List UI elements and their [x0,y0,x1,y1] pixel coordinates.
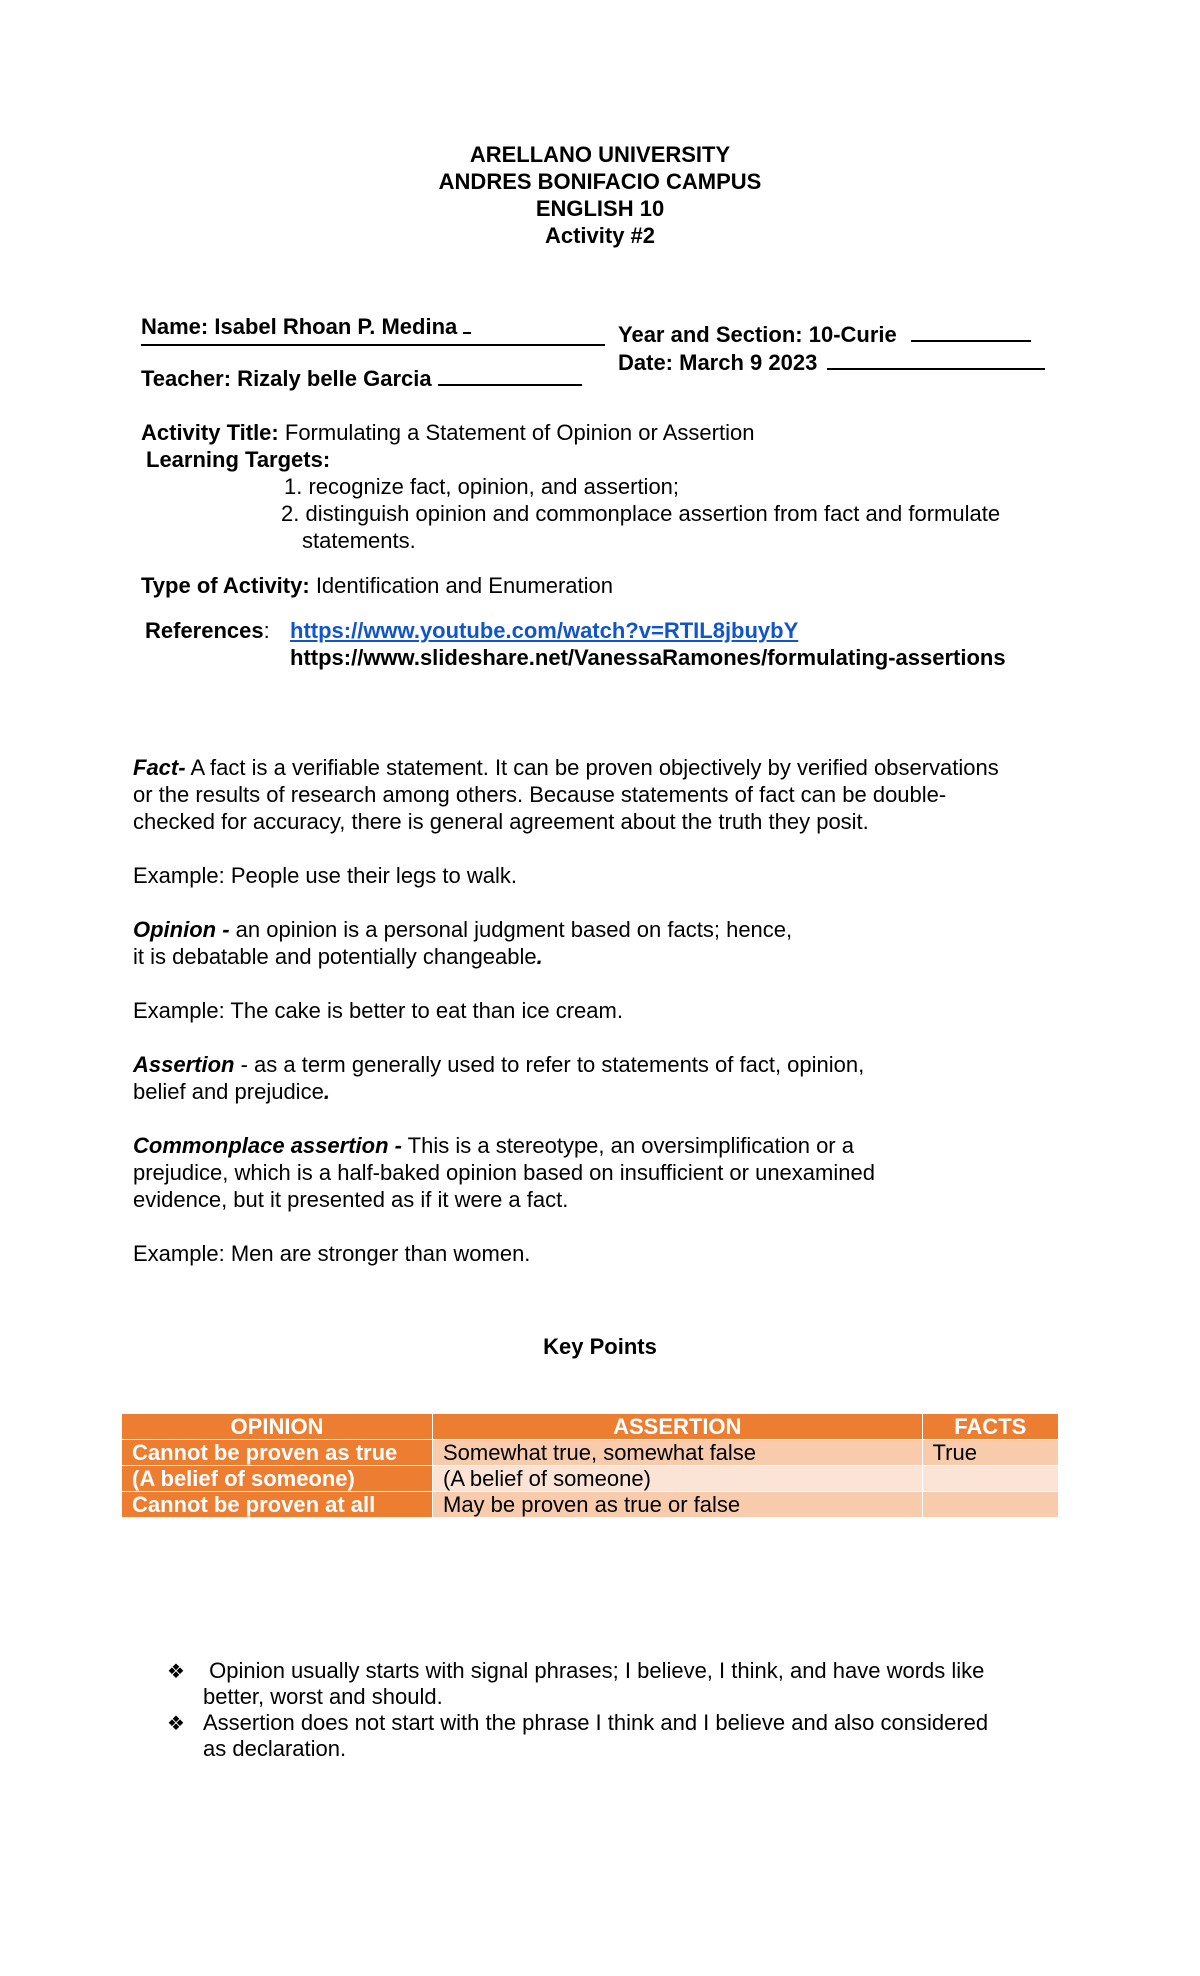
year-underline [911,322,1031,342]
activity-type-value: Identification and Enumeration [315,573,614,598]
bullet-item-1 [167,1658,984,1684]
opinion-term: Opinion - [133,917,230,942]
date-field [618,350,1045,376]
year-field [618,322,1031,348]
date-label: Date: March 9 2023 [618,350,818,375]
commonplace-term: Commonplace assertion - [133,1133,402,1158]
references-label-wrap: References: [145,618,270,643]
table-cell: Cannot be proven at all [122,1492,433,1518]
teacher-underline [438,366,582,386]
references-label: References [145,618,264,643]
opinion-text-1: an opinion is a personal judgment based on facts; hence, [229,917,793,942]
table-cell: May be proven as true or false [433,1492,923,1518]
bullet-item-2-cont: as declaration. [203,1736,347,1761]
year-label: Year and Section: 10-Curie [618,322,897,347]
diamond-bullet-icon: ❖ [167,1661,185,1683]
assertion-text-1: - as a term generally used to refer to statements of fact, opinion, [234,1052,865,1077]
teacher-field [141,366,582,392]
table-cell: (A belief of someone) [122,1466,433,1492]
bullet-item-2 [167,1710,988,1736]
table-cell [922,1466,1058,1492]
activity-number: Activity #2 [544,223,656,248]
header-facts: FACTS [922,1414,1058,1440]
name-line [141,344,605,346]
table-row [122,1466,1059,1492]
table-row [122,1492,1059,1518]
activity-title-label: Activity Title: [141,420,279,445]
fact-line-2: or the results of research among others. Because statements of fact can be double- [133,782,947,807]
header-opinion: OPINION [122,1414,433,1440]
assertion-line-2: belief and prejudice. [133,1079,330,1104]
name-field [141,314,471,340]
bullet-2-text: Assertion does not start with the phrase I think and I believe and also considered [203,1710,989,1735]
fact-term: Fact- [133,755,186,780]
commonplace-line-2: prejudice, which is a half-baked opinion based on insufficient or unexamined [133,1160,875,1185]
fact-example: Example: People use their legs to walk. [133,863,517,888]
assertion-line-1 [133,1051,864,1078]
commonplace-line-1 [133,1132,854,1159]
table-cell: True [922,1440,1058,1466]
assertion-term: Assertion [133,1052,235,1077]
commonplace-text-1: This is a stereotype, an oversimplification or a [401,1133,854,1158]
reference-slideshare: https://www.slideshare.net/VanessaRamones/formulating-assertions [290,645,1006,670]
opinion-text-2: it is debatable and potentially changeable [133,944,537,969]
course-name: ENGLISH 10 [535,196,665,221]
opinion-line-2: it is debatable and potentially changeable. [133,944,543,969]
assertion-text-2: belief and prejudice [133,1079,324,1104]
commonplace-line-3: evidence, but it presented as if it were a fact. [133,1187,569,1212]
header-assertion: ASSERTION [433,1414,923,1440]
table-header-row [122,1414,1059,1440]
key-points-table [121,1413,1059,1518]
reference-youtube-link[interactable]: https://www.youtube.com/watch?v=RTIL8jbuybY [290,618,799,643]
opinion-example: Example: The cake is better to eat than ice cream. [133,998,623,1023]
table-cell: (A belief of someone) [433,1466,923,1492]
fact-line-3: checked for accuracy, there is general agreement about the truth they posit. [133,809,869,834]
learning-target-1: 1. recognize fact, opinion, and assertion; [284,474,680,499]
commonplace-example: Example: Men are stronger than women. [133,1241,531,1266]
university-name: ARELLANO UNIVERSITY [469,142,731,167]
name-label: Name: Isabel Rhoan P. Medina [141,314,458,339]
fact-text-1: A fact is a verifiable statement. It can be proven objectively by verified observations [185,755,999,780]
table-cell: Cannot be proven as true [122,1440,433,1466]
table-row [122,1440,1059,1466]
diamond-bullet-icon: ❖ [167,1713,185,1735]
activity-type [141,573,613,599]
date-underline [827,350,1045,370]
bullet-1-text: Opinion usually starts with signal phrases; I believe, I think, and have words like [203,1658,985,1683]
activity-title-value: Formulating a Statement of Opinion or Assertion [284,420,755,445]
table-cell: Somewhat true, somewhat false [433,1440,923,1466]
learning-targets-heading: Learning Targets: [146,447,331,472]
activity-title [141,420,754,446]
fact-line-1 [133,754,999,781]
opinion-line-1 [133,916,792,943]
campus-name: ANDRES BONIFACIO CAMPUS [438,169,762,194]
teacher-label: Teacher: Rizaly belle Garcia [141,366,432,391]
learning-target-2: 2. distinguish opinion and commonplace assertion from fact and formulate [281,501,1001,526]
bullet-item-1-cont: better, worst and should. [203,1684,443,1709]
name-underline [463,314,471,334]
key-points-title: Key Points [543,1334,657,1359]
activity-type-label: Type of Activity: [141,573,310,598]
table-cell [922,1492,1058,1518]
learning-target-2-cont: statements. [302,528,416,553]
